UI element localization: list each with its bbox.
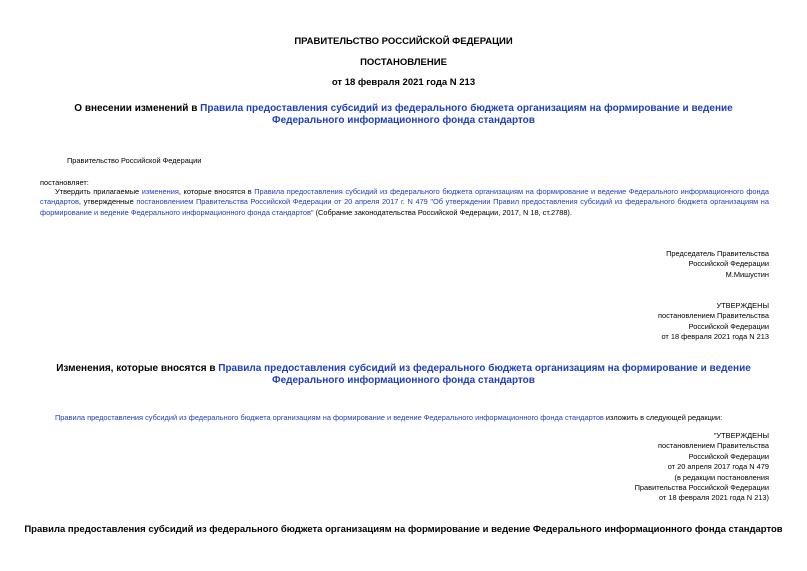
approved2-line-7: от 18 февраля 2021 года N 213) [658, 493, 769, 503]
approved-block [658, 301, 769, 343]
p2-text: , которые вносятся в [178, 187, 255, 196]
approved2-line-5: (в редакции постановления [674, 472, 769, 482]
resolves-text: постановляет: [40, 178, 89, 187]
p4-text: (Собрание законодательства Российской Федерации, 2017, N 18, ст.2788). [313, 207, 572, 217]
document-type: ПОСТАНОВЛЕНИЕ [360, 57, 447, 68]
approved2-line-4: от 20 апреля 2017 года N 479 [667, 462, 769, 472]
changes-link[interactable]: изменения [141, 187, 179, 196]
approved2-line-2: постановлением Правительства [658, 441, 769, 451]
document-title-prefix: О внесении изменений в [74, 103, 201, 114]
p1-text: Утвердить прилагаемые [55, 187, 142, 196]
resolution-479-link[interactable]: постановлением Правительства Российской Федерации от 20 апреля 2017 г. N 479 "Об утверждении Правил предоставления субсидий из федерального бюджета организациям на формирование и ведение Федерального информационного фонда стандартов" [40, 197, 769, 217]
rules-title: Правила предоставления субсидий из федерального бюджета организациям на формирование и ведение Федерального информационного фонда стандартов [24, 524, 783, 535]
signature-line-3: М.Мишустин [725, 269, 769, 279]
main-paragraph [40, 187, 769, 218]
approved-line-4: от 18 февраля 2021 года N 213 [661, 332, 769, 342]
approved-line-1: УТВЕРЖДЕНЫ [716, 301, 769, 310]
government-heading: ПРАВИТЕЛЬСТВО РОССИЙСКОЙ ФЕДЕРАЦИИ [294, 36, 513, 47]
approved2-line-3: Российской Федерации [688, 451, 769, 461]
signature-line-1: Председатель Правительства [666, 249, 769, 258]
approved-block-2 [635, 431, 769, 504]
changes-title-link[interactable]: Правила предоставления субсидий из федерального бюджета организациям на формирование и ведение Федерального информационного фонда стандартов [218, 363, 751, 386]
changes-title [55, 363, 752, 387]
rules-link[interactable]: Правила предоставления субсидий из федерального бюджета организациям на формирование и ведение Федерального информационного фонда стандартов [200, 103, 733, 126]
issuer-text: Правительство Российской Федерации [67, 156, 202, 165]
approved2-line-1: "УТВЕРЖДЕНЫ [713, 431, 769, 440]
rules-link-body[interactable]: Правила предоставления субсидий из федерального бюджета организациям на формирование и ведение Федерального информационного фонда стандартов [40, 187, 770, 207]
document-date-number: от 18 февраля 2021 года N 213 [331, 77, 476, 88]
changes-title-prefix: Изменения, которые вносятся в [56, 363, 219, 374]
document-title [70, 103, 737, 127]
changes-body-link[interactable]: Правила предоставления субсидий из федерального бюджета организациям на формирование и ведение Федерального информационного фонда стандартов [55, 413, 604, 422]
p3-text: , утвержденные [78, 197, 137, 207]
approved-line-2: постановлением Правительства [658, 311, 769, 321]
signature-block [666, 249, 769, 280]
changes-body-rest: изложить в следующей редакции: [603, 413, 723, 422]
approved2-line-6: Правительства Российской Федерации [634, 483, 769, 493]
changes-body [55, 413, 722, 423]
signature-line-2: Российской Федерации [688, 259, 769, 269]
approved-line-3: Российской Федерации [688, 321, 769, 331]
